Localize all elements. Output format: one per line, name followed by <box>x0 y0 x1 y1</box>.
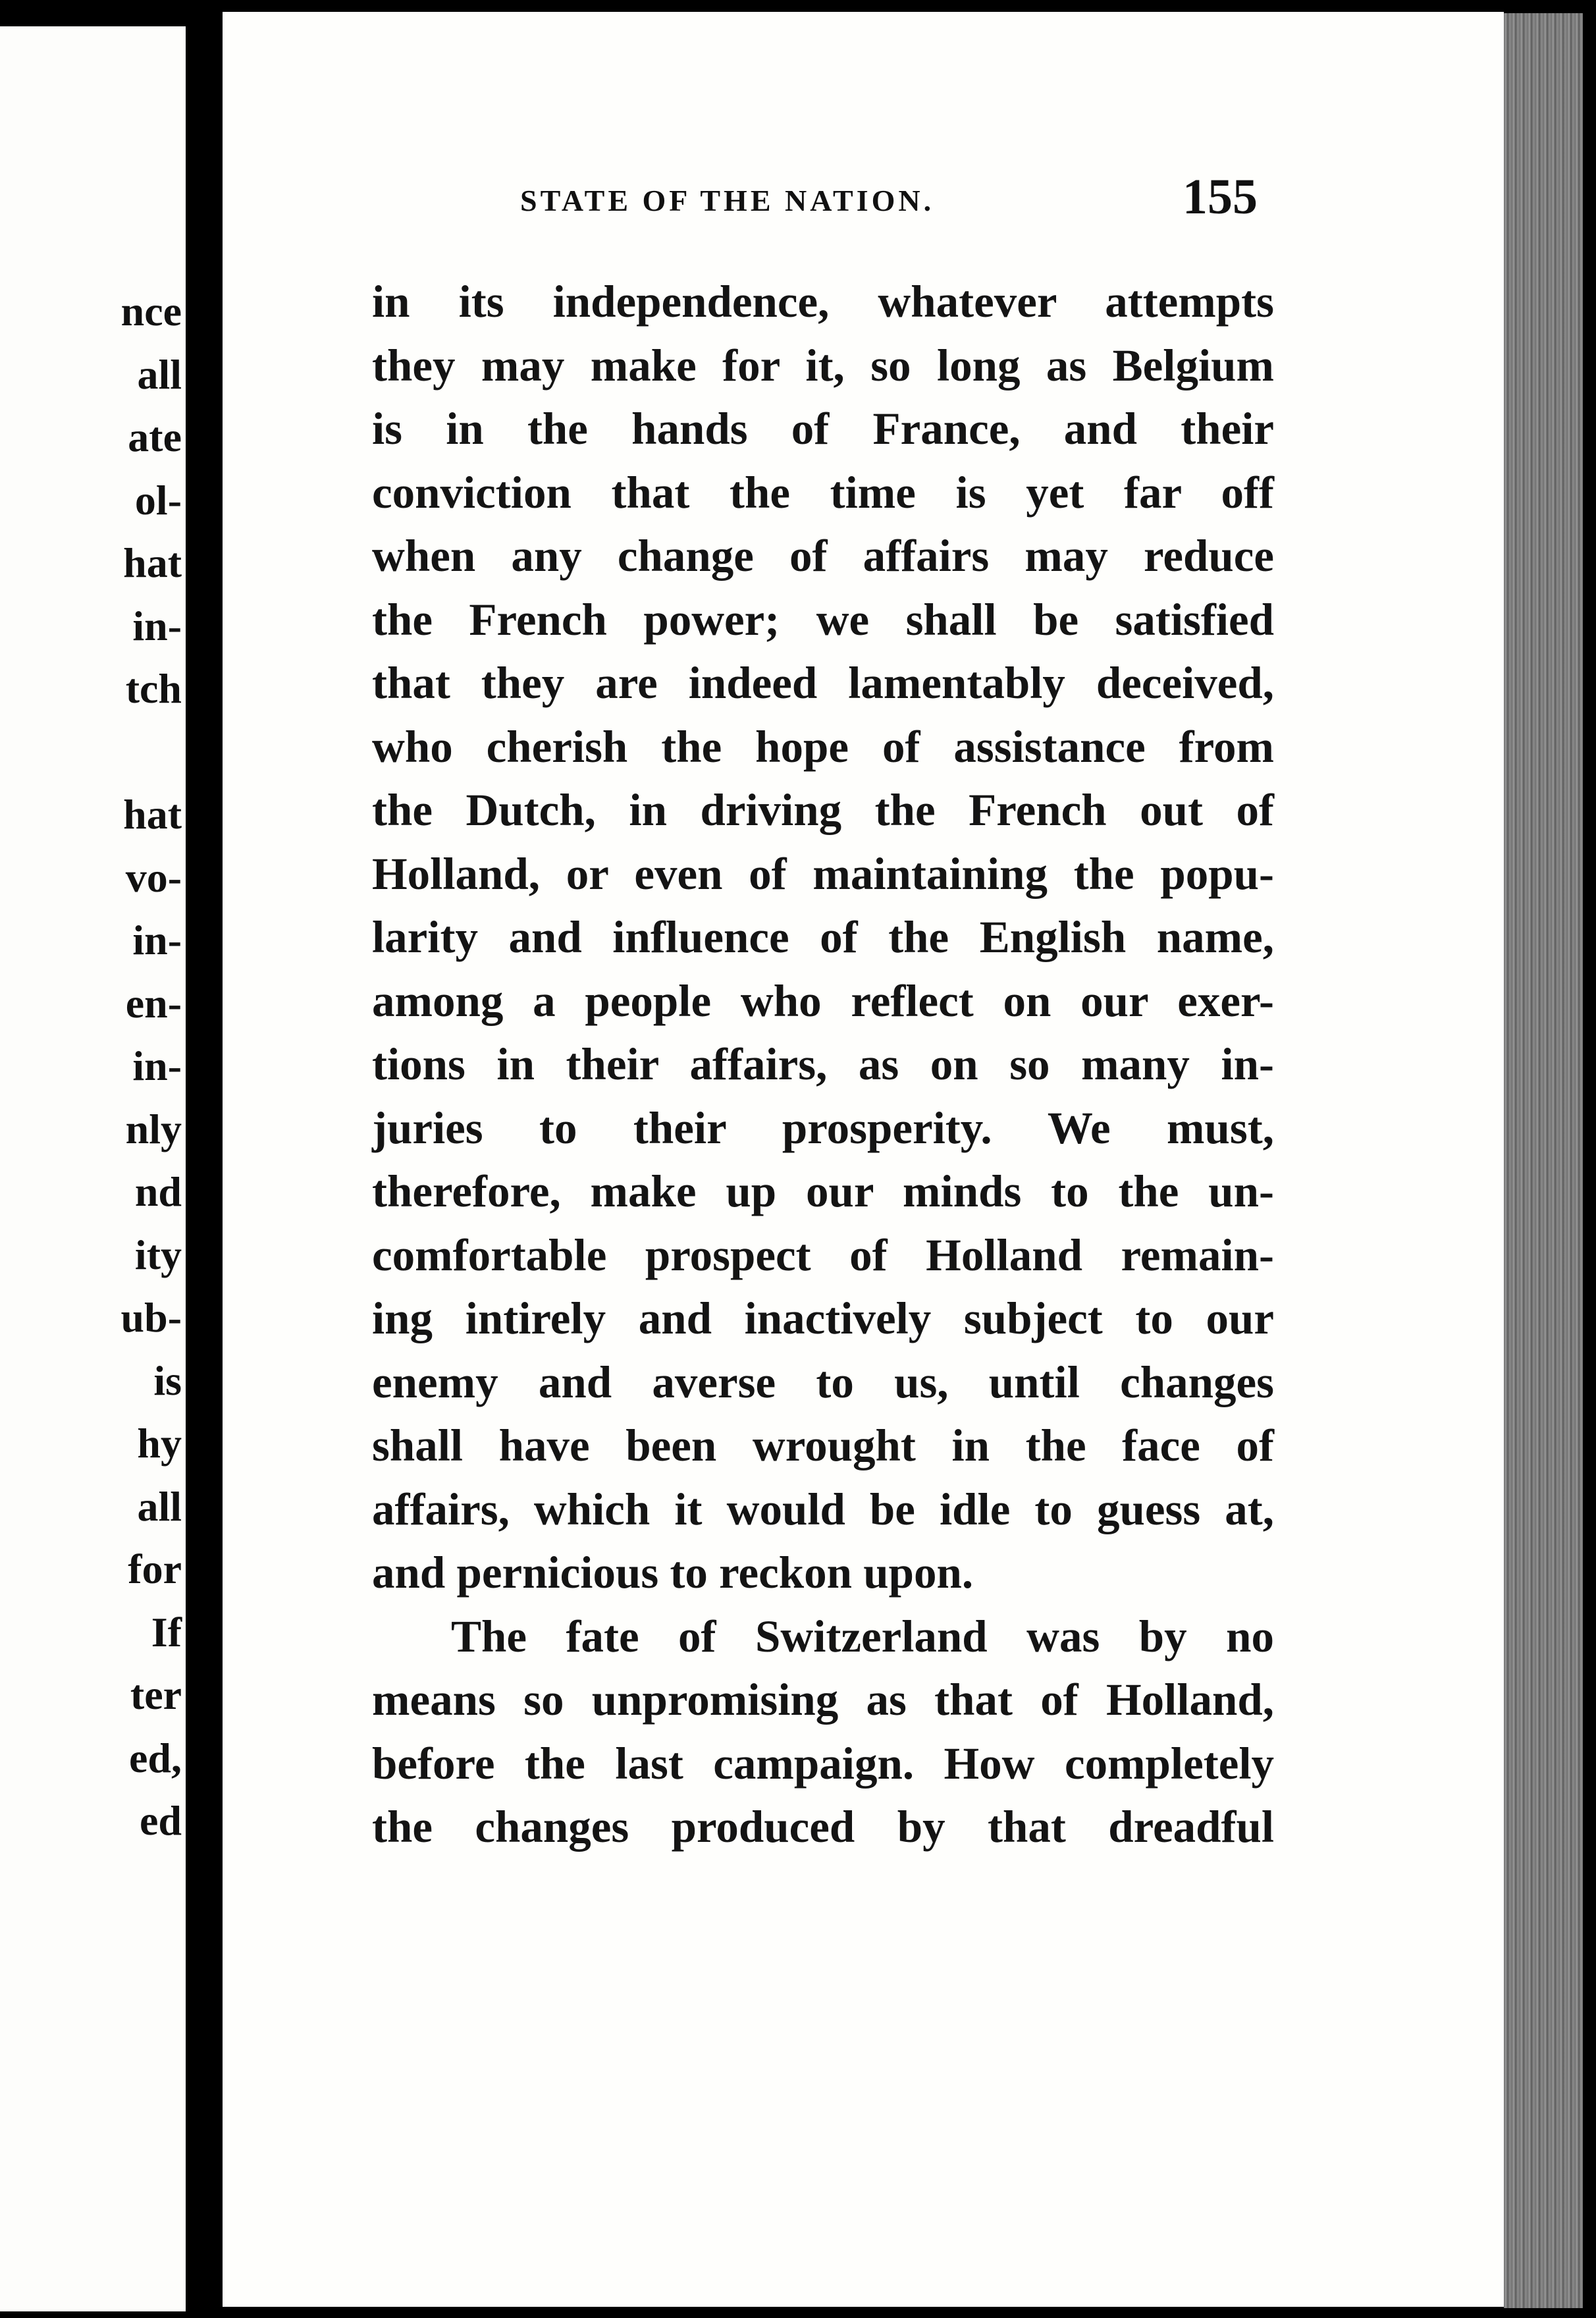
book-gutter <box>186 0 223 2318</box>
text-line: the changes produced by that dreadful <box>372 1802 1274 1852</box>
text-line: tions in their affairs, as on so many in- <box>372 1039 1274 1089</box>
previous-page-line: If <box>151 1608 182 1656</box>
previous-page-line: hat <box>123 539 182 586</box>
text-line: the Dutch, in driving the French out of <box>372 785 1274 835</box>
previous-page <box>0 26 186 2311</box>
previous-page-line: for <box>128 1546 182 1592</box>
previous-page-line: in- <box>132 1042 182 1089</box>
running-head <box>500 165 1258 237</box>
text-line: enemy and averse to us, until changes <box>372 1357 1274 1407</box>
previous-page-line: en- <box>125 979 182 1027</box>
body-text <box>372 270 1274 1859</box>
text-line: juries to their prosperity. We must, <box>372 1102 1274 1153</box>
running-title: STATE OF THE NATION. <box>520 184 935 217</box>
text-line: before the last campaign. How completely <box>372 1738 1274 1789</box>
previous-page-line: is <box>153 1357 182 1404</box>
text-line: means so unpromising as that of Holland, <box>372 1675 1274 1725</box>
previous-page-line: ub- <box>120 1294 182 1341</box>
previous-page-line: nd <box>134 1168 182 1215</box>
previous-page-line: ate <box>128 414 182 460</box>
previous-page-line: ter <box>130 1671 182 1718</box>
text-line: therefore, make up our minds to the un- <box>372 1166 1274 1216</box>
text-line: and pernicious to reckon upon. <box>372 1548 974 1598</box>
previous-page-line: hat <box>123 791 182 838</box>
text-line: comfortable prospect of Holland remain- <box>372 1229 1274 1280</box>
text-line: The fate of Switzerland was by no <box>451 1611 1274 1661</box>
text-line: Holland, or even of maintaining the popu- <box>372 848 1274 899</box>
text-line: conviction that the time is yet far off <box>372 467 1274 518</box>
page-number: 155 <box>1183 169 1258 225</box>
text-line: that they are indeed lamentably deceived, <box>372 658 1274 708</box>
previous-page-line: all <box>137 1482 182 1530</box>
previous-page-line: ed, <box>129 1734 182 1781</box>
previous-page-line: in- <box>132 602 182 649</box>
page-edge <box>1504 13 1583 2308</box>
previous-page-line <box>0 720 186 784</box>
previous-page-line: ity <box>134 1231 182 1278</box>
text-line: the French power; we shall be satisfied <box>372 594 1274 645</box>
text-line: who cherish the hope of assistance from <box>372 721 1274 772</box>
text-line: shall have been wrought in the face of <box>372 1420 1274 1470</box>
previous-page-line: ed <box>140 1797 182 1844</box>
text-line: among a people who reflect on our exer- <box>372 975 1274 1026</box>
text-line: is in the hands of France, and their <box>372 404 1274 454</box>
previous-page-line: ol- <box>134 476 182 524</box>
previous-page-text <box>0 280 186 1852</box>
text-line: in its independence, whatever attempts <box>372 277 1274 327</box>
text-line: they may make for it, so long as Belgium <box>372 340 1274 391</box>
previous-page-line: in- <box>132 917 182 963</box>
previous-page-line: nce <box>120 288 182 335</box>
text-line: when any change of affairs may reduce <box>372 531 1274 581</box>
previous-page-line: hy <box>137 1420 182 1467</box>
previous-page-line: tch <box>125 665 182 712</box>
text-line: affairs, which it would be idle to guess at, <box>372 1484 1274 1534</box>
scan-border <box>1583 0 1596 2318</box>
previous-page-line: vo- <box>125 853 182 901</box>
previous-page-line: all <box>137 350 182 398</box>
text-line: ing intirely and inactively subject to our <box>372 1293 1274 1343</box>
previous-page-line: nly <box>125 1105 182 1152</box>
text-line: larity and influence of the English name, <box>372 912 1274 962</box>
